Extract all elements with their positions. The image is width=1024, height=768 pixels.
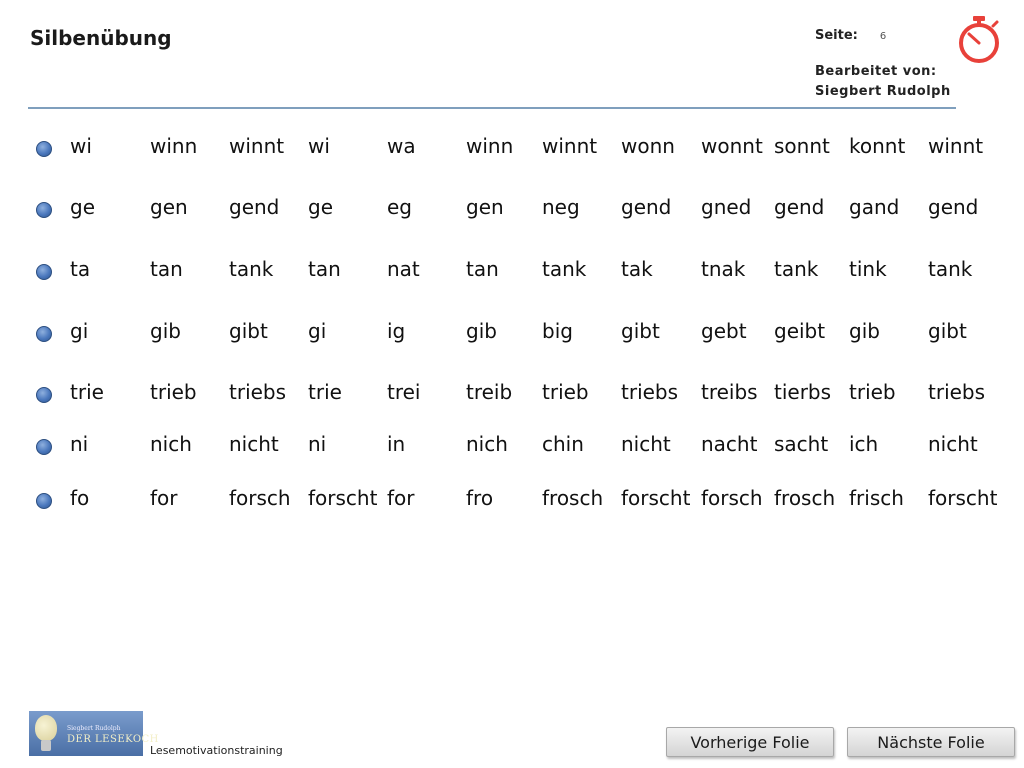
edited-by-label: Bearbeitet von: — [815, 64, 937, 79]
syllable-cell: trieb — [542, 380, 589, 404]
page-title: Silbenübung — [30, 26, 172, 50]
syllable-cell: nicht — [621, 432, 671, 456]
syllable-cell: sacht — [774, 432, 829, 456]
syllable-cell: tank — [928, 257, 973, 281]
syllable-cell: tnak — [701, 257, 746, 281]
syllable-row — [36, 254, 1016, 284]
syllable-cell: winn — [150, 134, 198, 158]
syllable-cell: gi — [308, 319, 327, 343]
footer-label: Lesemotivationstraining — [150, 744, 283, 757]
syllable-cell: tan — [308, 257, 341, 281]
syllable-cell: forscht — [621, 486, 691, 510]
syllable-cell: winnt — [542, 134, 598, 158]
syllable-cell: ni — [70, 432, 89, 456]
syllable-cell: gi — [70, 319, 89, 343]
row-bullet-button[interactable] — [36, 326, 52, 342]
previous-slide-button[interactable]: Vorherige Folie — [666, 727, 834, 757]
syllable-cell: trieb — [849, 380, 896, 404]
syllable-cell: gend — [774, 195, 825, 219]
syllable-cell: gend — [928, 195, 979, 219]
syllable-cell: nicht — [928, 432, 978, 456]
syllable-cell: wonn — [621, 134, 675, 158]
syllable-cell: chin — [542, 432, 584, 456]
syllable-cell: tink — [849, 257, 887, 281]
syllable-cell: ta — [70, 257, 91, 281]
syllable-cell: tan — [466, 257, 499, 281]
syllable-cell: trie — [308, 380, 342, 404]
row-bullet-button[interactable] — [36, 493, 52, 509]
syllable-cell: tank — [774, 257, 819, 281]
syllable-cell: nacht — [701, 432, 758, 456]
stopwatch-icon[interactable] — [955, 14, 1003, 64]
syllable-cell: gib — [849, 319, 880, 343]
syllable-cell: for — [387, 486, 415, 510]
syllable-cell: winnt — [229, 134, 285, 158]
syllable-cell: frisch — [849, 486, 904, 510]
syllable-cell: gand — [849, 195, 900, 219]
syllable-row — [36, 192, 1016, 222]
syllable-cell: winnt — [928, 134, 984, 158]
syllable-cell: geibt — [774, 319, 826, 343]
page-meta — [815, 28, 951, 102]
syllable-cell: gib — [466, 319, 497, 343]
syllable-cell: treibs — [701, 380, 758, 404]
syllable-cell: nat — [387, 257, 420, 281]
syllable-cell: gibt — [928, 319, 967, 343]
syllable-cell: nicht — [229, 432, 279, 456]
logo-brand: DER LESEKOCH — [67, 734, 159, 745]
header-divider — [28, 107, 956, 109]
syllable-row — [36, 377, 1016, 407]
syllable-row — [36, 429, 1016, 459]
row-bullet-button[interactable] — [36, 387, 52, 403]
leseskoch-logo — [29, 711, 159, 756]
syllable-cell: ge — [308, 195, 333, 219]
syllable-cell: in — [387, 432, 406, 456]
logo-author: Siegbert Rudolph — [67, 725, 121, 732]
syllable-cell: gen — [466, 195, 504, 219]
syllable-cell: big — [542, 319, 573, 343]
lightbulb-base-icon — [41, 740, 51, 751]
next-slide-button[interactable]: Nächste Folie — [847, 727, 1015, 757]
syllable-cell: wonnt — [701, 134, 763, 158]
syllable-cell: eg — [387, 195, 412, 219]
syllable-row — [36, 316, 1016, 346]
syllable-cell: tierbs — [774, 380, 832, 404]
syllable-cell: trieb — [150, 380, 197, 404]
syllable-cell: tan — [150, 257, 183, 281]
page-label: Seite: — [815, 28, 858, 43]
syllable-cell: for — [150, 486, 178, 510]
syllable-cell: ig — [387, 319, 406, 343]
syllable-cell: gned — [701, 195, 752, 219]
syllable-cell: triebs — [229, 380, 287, 404]
syllable-cell: gib — [150, 319, 181, 343]
syllable-cell: konnt — [849, 134, 906, 158]
syllable-cell: ich — [849, 432, 879, 456]
syllable-cell: forsch — [229, 486, 291, 510]
syllable-cell: wa — [387, 134, 416, 158]
editor-name: Siegbert Rudolph — [815, 84, 951, 99]
syllable-cell: forscht — [308, 486, 378, 510]
lightbulb-icon — [35, 715, 57, 741]
syllable-cell: frosch — [774, 486, 836, 510]
syllable-cell: sonnt — [774, 134, 830, 158]
syllable-cell: ge — [70, 195, 95, 219]
syllable-cell: forsch — [701, 486, 763, 510]
syllable-cell: winn — [466, 134, 514, 158]
syllable-cell: nich — [466, 432, 508, 456]
syllable-cell: gibt — [229, 319, 268, 343]
row-bullet-button[interactable] — [36, 264, 52, 280]
row-bullet-button[interactable] — [36, 202, 52, 218]
syllable-row — [36, 483, 1016, 513]
syllable-cell: trie — [70, 380, 104, 404]
row-bullet-button[interactable] — [36, 141, 52, 157]
syllable-cell: gend — [621, 195, 672, 219]
syllable-row — [36, 131, 1016, 161]
syllable-cell: trei — [387, 380, 421, 404]
syllable-cell: wi — [70, 134, 92, 158]
syllable-cell: triebs — [621, 380, 679, 404]
row-bullet-button[interactable] — [36, 439, 52, 455]
syllable-cell: treib — [466, 380, 513, 404]
syllable-cell: neg — [542, 195, 580, 219]
page-number: 6 — [879, 31, 887, 42]
syllable-cell: gen — [150, 195, 188, 219]
syllable-cell: forscht — [928, 486, 998, 510]
syllable-cell: triebs — [928, 380, 986, 404]
syllable-cell: gebt — [701, 319, 747, 343]
syllable-cell: gend — [229, 195, 280, 219]
syllable-cell: wi — [308, 134, 330, 158]
syllable-cell: fro — [466, 486, 494, 510]
syllable-cell: fo — [70, 486, 90, 510]
syllable-cell: nich — [150, 432, 192, 456]
syllable-cell: frosch — [542, 486, 604, 510]
syllable-cell: ni — [308, 432, 327, 456]
syllable-cell: gibt — [621, 319, 660, 343]
syllable-cell: tank — [542, 257, 587, 281]
syllable-cell: tank — [229, 257, 274, 281]
syllable-cell: tak — [621, 257, 653, 281]
